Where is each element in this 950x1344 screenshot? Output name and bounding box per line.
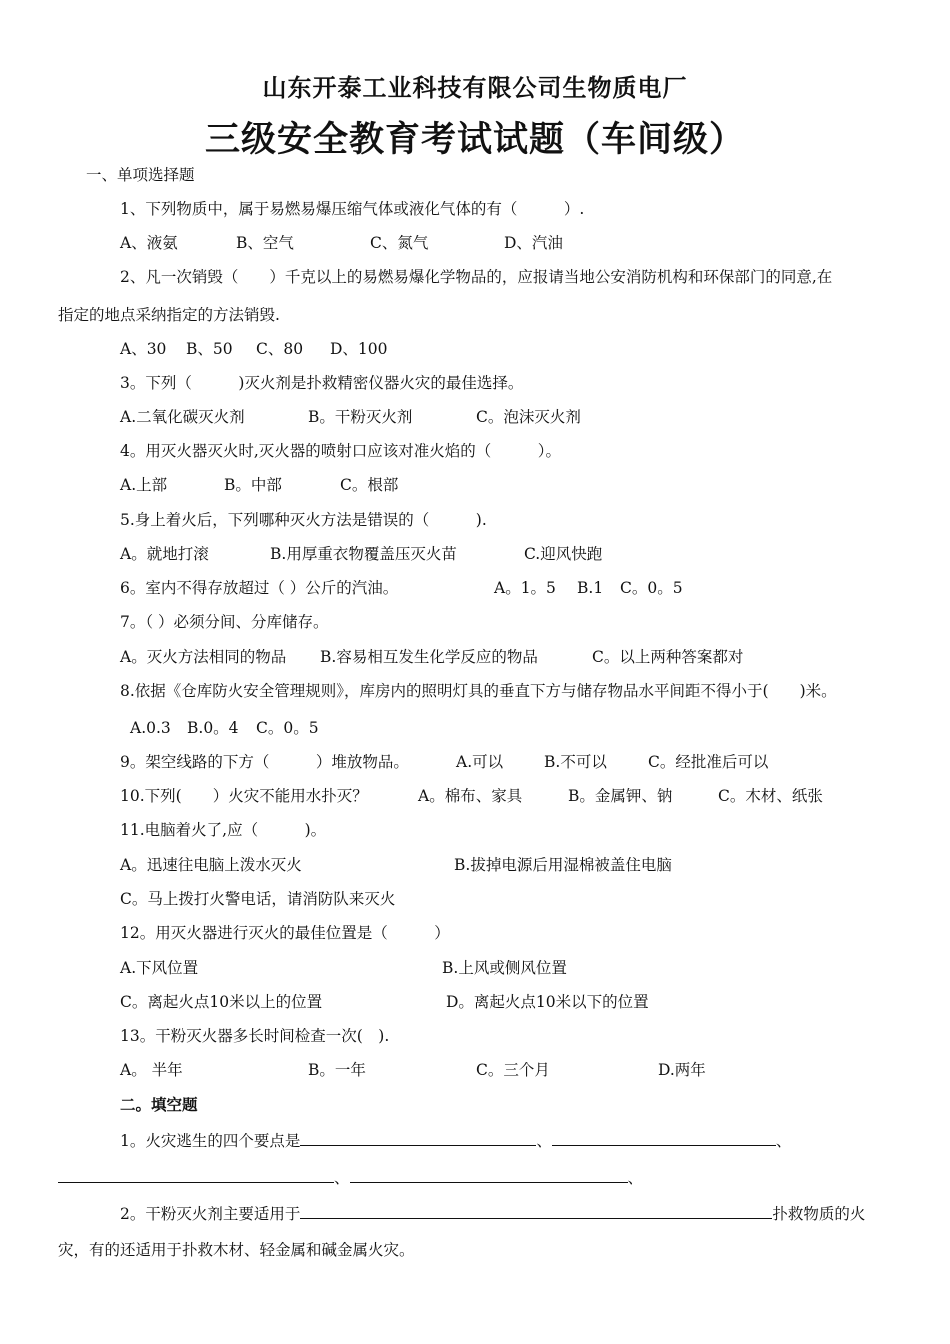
fill-1-cont xyxy=(58,1166,643,1188)
question-11: 11.电脑着火了,应（ )。 xyxy=(120,821,327,839)
q4-option-b: B。中部 xyxy=(224,476,282,494)
question-10: 10.下列( ）火灾不能用水扑灭？ xyxy=(120,787,368,805)
question-6: 6。室内不得存放超过（ ）公斤的汽油。 xyxy=(120,579,399,597)
q8-option-b: B.0。4 xyxy=(187,719,239,737)
fill-2-blank[interactable] xyxy=(300,1202,772,1219)
q8-option-a: A.0.3 xyxy=(130,719,171,737)
q2-option-b: B、50 xyxy=(186,340,233,358)
q12-option-c: C。离起火点10米以上的位置 xyxy=(120,993,323,1011)
company-title: 山东开泰工业科技有限公司生物质电厂 xyxy=(262,74,688,102)
fill-1-blank-2[interactable] xyxy=(552,1129,776,1146)
q13-option-d: D.两年 xyxy=(658,1061,706,1079)
q9-option-c: C。经批准后可以 xyxy=(648,753,769,771)
fill-1-sep-3: 、 xyxy=(334,1169,350,1187)
fill-1-sep-4: 、 xyxy=(627,1169,644,1187)
q5-option-c: C.迎风快跑 xyxy=(524,545,603,563)
question-5: 5.身上着火后，下列哪种灭火方法是错误的（ ). xyxy=(120,511,487,529)
exam-title: 三级安全教育考试试题（车间级） xyxy=(204,120,745,160)
fill-1-blank-1[interactable] xyxy=(300,1129,536,1146)
q5-option-a: A。就地打滚 xyxy=(120,545,209,563)
q3-option-a: A.二氧化碳灭火剂 xyxy=(120,408,245,426)
q2-option-a: A、30 xyxy=(120,340,167,358)
fill-2-text-after: 扑救物质的火 xyxy=(772,1205,866,1223)
q4-option-a: A.上部 xyxy=(120,476,168,494)
q11-option-b: B.拔掉电源后用湿棉被盖住电脑 xyxy=(454,856,672,874)
fill-1-sep-2: 、 xyxy=(775,1132,792,1150)
q7-option-b: B.容易相互发生化学反应的物品 xyxy=(320,648,538,666)
question-2-cont: 指定的地点采纳指定的方法销毁. xyxy=(58,306,280,324)
q13-option-a: A。 半年 xyxy=(120,1061,183,1079)
q9-option-a: A.可以 xyxy=(456,753,504,771)
question-12: 12。用灭火器进行灭火的最佳位置是（ ） xyxy=(120,924,450,942)
q2-option-d: D、100 xyxy=(330,340,388,358)
q12-option-d: D。离起火点10米以下的位置 xyxy=(446,993,649,1011)
question-1: 1、下列物质中，属于易燃易爆压缩气体或液化气体的有（ ）. xyxy=(120,200,585,218)
question-13: 13。干粉灭火器多长时间检查一次( ). xyxy=(120,1027,390,1045)
q6-option-c: C。0。5 xyxy=(620,579,683,597)
fill-2 xyxy=(120,1202,865,1224)
q1-option-d: D、汽油 xyxy=(504,234,563,252)
question-8: 8.依据《仓库防火安全管理规则》，库房内的照明灯具的垂直下方与储存物品水平间距不得小于( )米。 xyxy=(120,682,837,700)
question-9: 9。架空线路的下方（ ）堆放物品。 xyxy=(120,753,409,771)
fill-1-text: 1。火灾逃生的四个要点是 xyxy=(120,1132,301,1150)
q1-option-c: C、氮气 xyxy=(370,234,429,252)
question-2: 2、凡一次销毁（ ）千克以上的易燃易爆化学物品的，应报请当地公安消防机构和环保部门的同意,在 xyxy=(120,268,833,286)
q3-option-b: B。干粉灭火剂 xyxy=(308,408,413,426)
question-3: 3。下列（ )灭火剂是扑救精密仪器火灾的最佳选择。 xyxy=(120,374,524,392)
fill-1-blank-4[interactable] xyxy=(350,1166,628,1183)
q9-option-b: B.不可以 xyxy=(544,753,607,771)
fill-1-blank-3[interactable] xyxy=(58,1166,334,1183)
fill-2-cont: 灾，有的还适用于扑救木材、轻金属和碱金属火灾。 xyxy=(58,1241,415,1259)
q7-option-a: A。灭火方法相同的物品 xyxy=(120,648,287,666)
section2-heading: 二。填空题 xyxy=(120,1095,198,1114)
q1-option-b: B、空气 xyxy=(236,234,294,252)
fill-1-sep-1: 、 xyxy=(536,1132,552,1150)
q6-option-b: B.1 xyxy=(577,579,604,597)
q10-option-a: A。棉布、家具 xyxy=(418,787,523,805)
q12-option-a: A.下风位置 xyxy=(120,959,199,977)
q8-option-c: C。0。5 xyxy=(256,719,319,737)
q6-option-a: A。1。5 xyxy=(494,579,556,597)
fill-1 xyxy=(120,1129,791,1151)
q3-option-c: C。泡沫灭火剂 xyxy=(476,408,581,426)
q13-option-b: B。一年 xyxy=(308,1061,366,1079)
q1-option-a: A、液氨 xyxy=(120,234,178,252)
section1-heading: 一、单项选择题 xyxy=(86,166,195,184)
q11-option-c: C。马上拨打火警电话，请消防队来灭火 xyxy=(120,890,396,908)
q7-option-c: C。以上两种答案都对 xyxy=(592,648,744,666)
q12-option-b: B.上风或侧风位置 xyxy=(442,959,567,977)
q4-option-c: C。根部 xyxy=(340,476,399,494)
fill-2-text: 2。干粉灭火剂主要适用于 xyxy=(120,1205,301,1223)
q10-option-c: C。木材、纸张 xyxy=(718,787,823,805)
q5-option-b: B.用厚重衣物覆盖压灭火苗 xyxy=(270,545,457,563)
q13-option-c: C。三个月 xyxy=(476,1061,550,1079)
question-7: 7。（ ）必须分间、分库储存。 xyxy=(120,613,329,631)
q2-option-c: C、80 xyxy=(256,340,304,358)
q11-option-a: A。迅速往电脑上泼水灭火 xyxy=(120,856,302,874)
q10-option-b: B。金属钾、钠 xyxy=(568,787,673,805)
question-4: 4。用灭火器灭火时,灭火器的喷射口应该对准火焰的（ ）。 xyxy=(120,442,562,460)
